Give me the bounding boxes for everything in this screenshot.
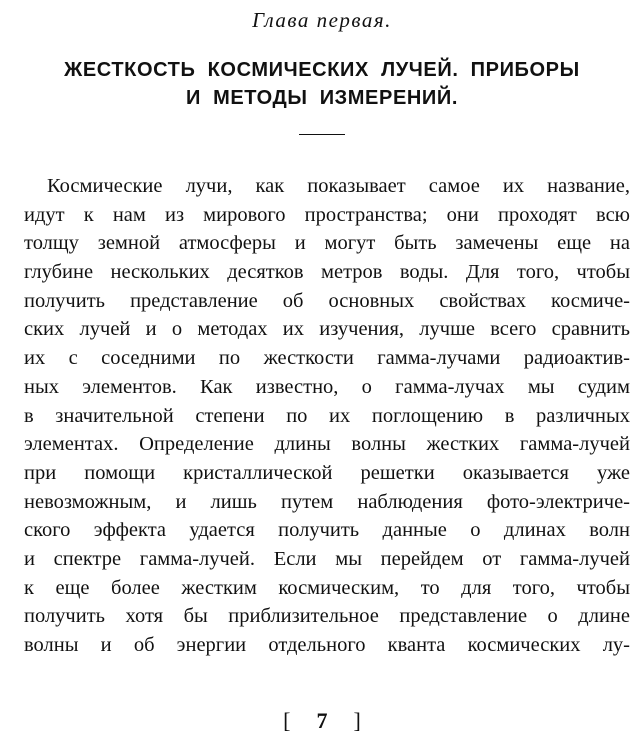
text-line: элементах. Определение длины волны жестких гамма-лучей (24, 433, 630, 456)
page-number-footer (0, 708, 644, 734)
body-paragraph (24, 172, 630, 660)
text-line: волны и об энергии отдельного кванта космических лу- (24, 634, 630, 656)
text-line: в значительной степени по их поглощению в различных (24, 404, 630, 427)
text-line: к еще более жестким космическим, то для того, чтобы (24, 576, 630, 599)
text-line: ских лучей и о методах их изучения, лучше всего сравнить (24, 318, 630, 341)
text-line: толщу земной атмосферы и могут быть замечены еще на (24, 232, 630, 255)
text-line: глубине нескольких десятков метров воды. Для того, чтобы (24, 261, 630, 284)
text-line: получить хотя бы приблизительное представление о длине (24, 605, 630, 628)
text-line: Космические лучи, как показывает самое их название, (47, 175, 630, 197)
chapter-title (40, 56, 604, 112)
text-line: невозможным, и лишь путем наблюдения фото-электриче- (24, 490, 630, 513)
chapter-label: Глава первая. (252, 8, 392, 32)
text-line: ского эффекта удается получить данные о длинах волн (24, 519, 630, 542)
text-line: получить представление об основных свойствах космиче- (24, 289, 630, 312)
chapter-title-line: ЖЕСТКОСТЬ КОСМИЧЕСКИХ ЛУЧЕЙ. ПРИБОРЫ (64, 59, 580, 81)
close-bracket: ] (353, 708, 361, 733)
title-divider (299, 134, 345, 135)
text-line: их с соседними по жесткости гамма-лучами радиоактив- (24, 347, 630, 370)
text-line: и спектре гамма-лучей. Если мы перейдем от гамма-лучей (24, 547, 630, 570)
open-bracket: [ (283, 708, 291, 733)
chapter-title-line: И МЕТОДЫ ИЗМЕРЕНИЙ. (185, 87, 459, 109)
text-line: идут к нам из мирового пространства; они проходят всю (24, 203, 630, 226)
text-line: при помощи кристаллической решетки оказывается уже (24, 461, 630, 484)
page-number: 7 (316, 708, 328, 733)
text-line: ных элементов. Как известно, о гамма-лучах мы судим (24, 375, 630, 398)
